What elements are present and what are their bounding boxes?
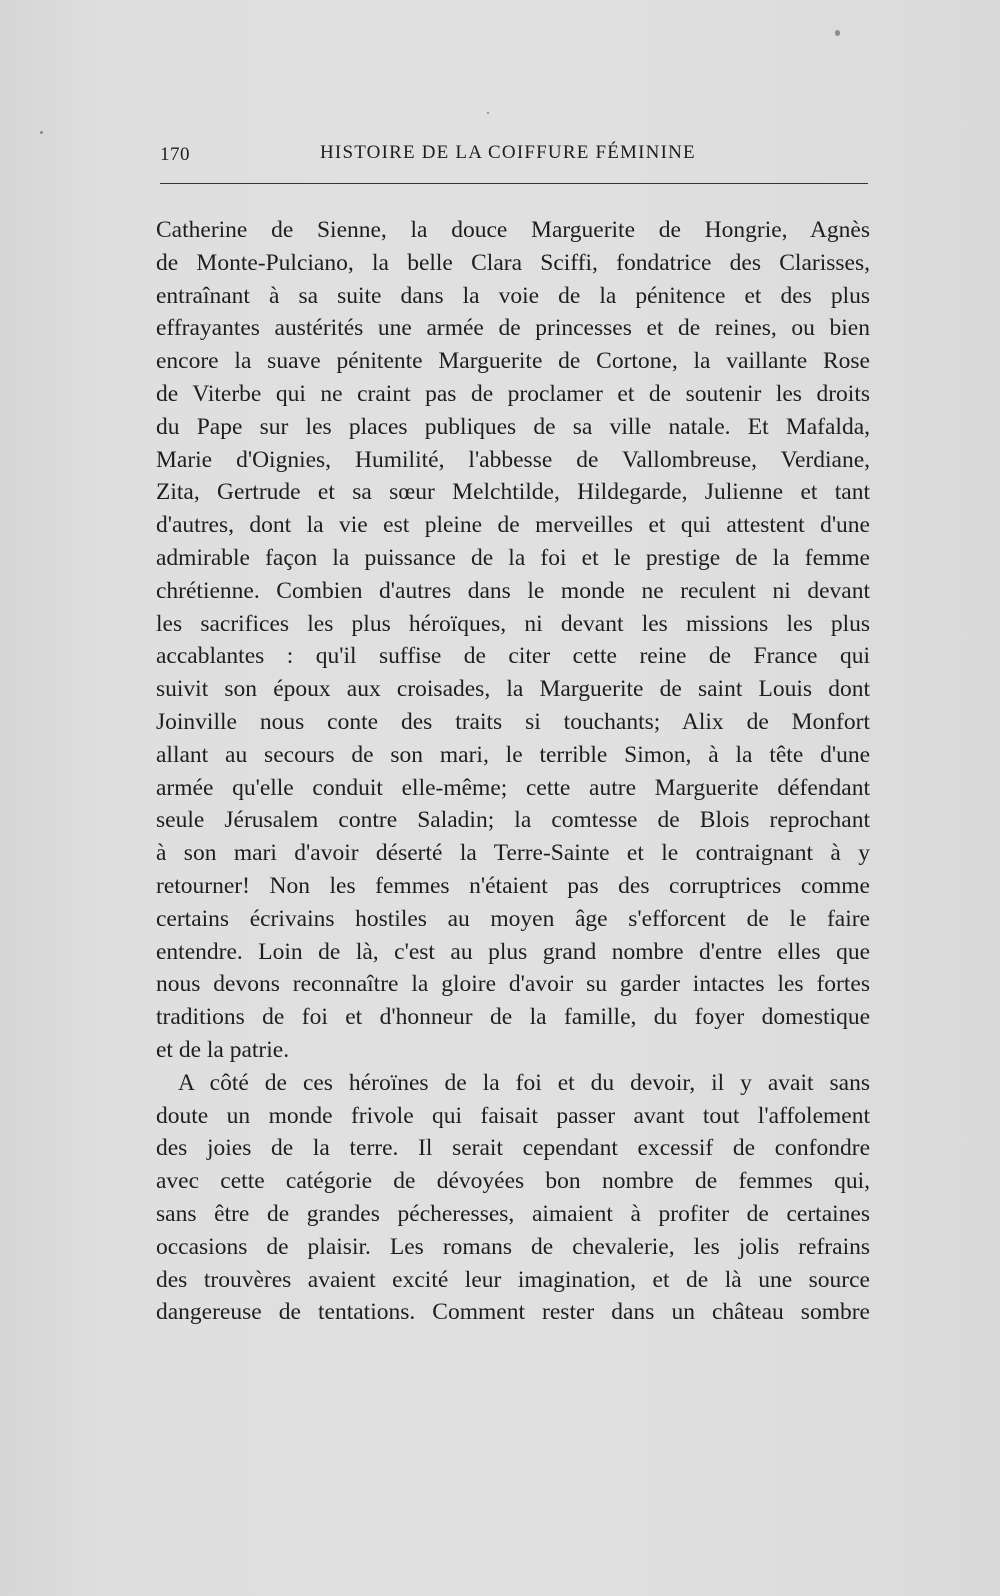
running-title: HISTOIRE DE LA COIFFURE FÉMININE (320, 142, 696, 163)
text-line: accablantes : qu'il suffise de citer cette reine de France qui (156, 643, 870, 670)
text-line: effrayantes austérités une armée de princesses et de reines, ou bien (156, 315, 870, 342)
text-line: chrétienne. Combien d'autres dans le monde ne reculent ni devant (156, 577, 870, 604)
text-line: entraînant à sa suite dans la voie de la pénitence et des plus (156, 282, 870, 309)
text-line: avec cette catégorie de dévoyées bon nombre de femmes qui, (156, 1168, 870, 1195)
text-line: des joies de la terre. Il serait cependant excessif de confondre (156, 1135, 870, 1162)
text-line: seule Jérusalem contre Saladin; la comtesse de Blois reprochant (156, 807, 870, 834)
text-line: d'autres, dont la vie est pleine de merveilles et qui attestent d'une (156, 512, 870, 539)
page-header (160, 138, 868, 168)
text-line: Zita, Gertrude et sa sœur Melchtilde, Hildegarde, Julienne et tant (156, 479, 870, 506)
text-line: du Pape sur les places publiques de sa ville natale. Et Mafalda, (156, 413, 870, 440)
text-line: retourner! Non les femmes n'étaient pas des corruptrices comme (156, 872, 870, 899)
page-number: 170 (160, 144, 190, 165)
text-line: allant au secours de son mari, le terrible Simon, à la tête d'une (156, 741, 870, 768)
text-line: occasions de plaisir. Les romans de chevalerie, les jolis refrains (156, 1233, 870, 1260)
text-line: sans être de grandes pécheresses, aimaient à profiter de certaines (156, 1200, 870, 1227)
text-line: les sacrifices les plus héroïques, ni devant les missions les plus (156, 610, 870, 637)
paragraph-end-line: et de la patrie. (156, 1036, 290, 1063)
text-line: Joinville nous conte des traits si touchants; Alix de Monfort (156, 708, 870, 735)
paragraph-start-line: A côté de ces héroïnes de la foi et du devoir, il y avait sans (178, 1069, 870, 1096)
text-line: de Viterbe qui ne craint pas de proclamer et de soutenir les droits (156, 380, 870, 407)
text-line: suivit son époux aux croisades, la Marguerite de saint Louis dont (156, 676, 870, 703)
text-line: Marie d'Oignies, Humilité, l'abbesse de Vallombreuse, Verdiane, (156, 446, 870, 473)
paper-speck (40, 131, 43, 134)
paper-speck (487, 112, 489, 114)
body-text (156, 214, 870, 1329)
text-line: dangereuse de tentations. Comment rester dans un château sombre (156, 1299, 870, 1326)
text-line: des trouvères avaient excité leur imagination, et de là une source (156, 1266, 870, 1293)
text-line: armée qu'elle conduit elle-même; cette autre Marguerite défendant (156, 774, 870, 801)
text-line: de Monte-Pulciano, la belle Clara Sciffi, fondatrice des Clarisses, (156, 249, 870, 276)
text-line: Catherine de Sienne, la douce Marguerite de Hongrie, Agnès (156, 217, 870, 243)
text-line: traditions de foi et d'honneur de la famille, du foyer domestique (156, 1004, 870, 1031)
paper-speck (835, 30, 840, 36)
header-rule (160, 183, 868, 184)
text-line: à son mari d'avoir déserté la Terre-Sainte et le contraignant à y (156, 840, 870, 867)
text-line: entendre. Loin de là, c'est au plus grand nombre d'entre elles que (156, 938, 870, 965)
text-line: nous devons reconnaître la gloire d'avoir su garder intactes les fortes (156, 971, 870, 998)
text-line: encore la suave pénitente Marguerite de Cortone, la vaillante Rose (156, 348, 870, 375)
text-line: doute un monde frivole qui faisait passer avant tout l'affolement (156, 1102, 870, 1129)
text-line: certains écrivains hostiles au moyen âge s'efforcent de le faire (156, 905, 870, 932)
text-line: admirable façon la puissance de la foi et le prestige de la femme (156, 544, 870, 571)
